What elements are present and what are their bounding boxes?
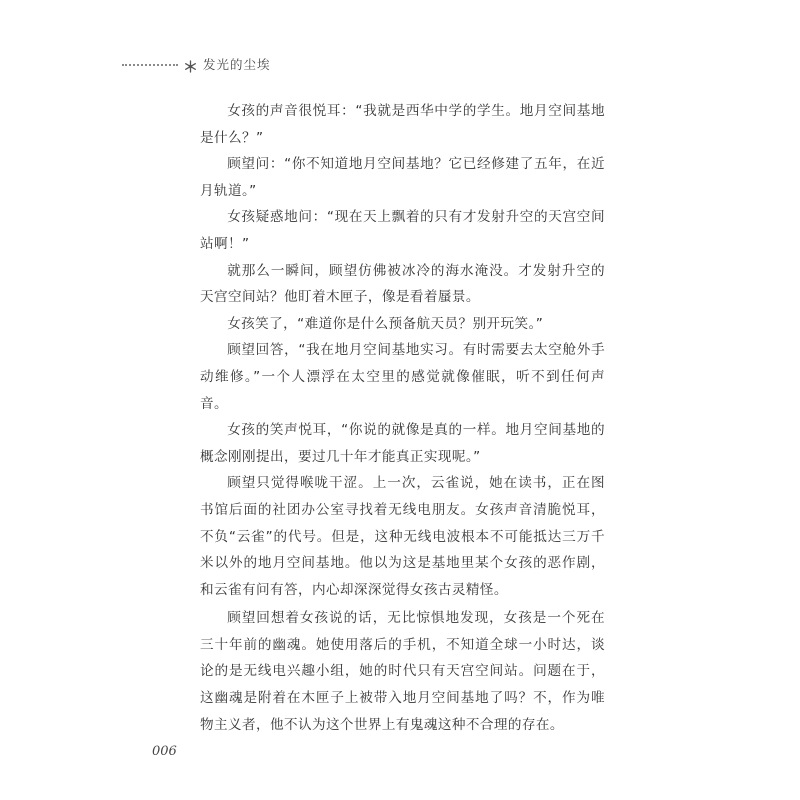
body-text: [200, 98, 605, 738]
paragraph: 女孩的声音很悦耳：“我就是西华中学的学生。地月空间基地是什么？”: [200, 103, 605, 146]
page-number: 006: [152, 744, 177, 759]
paragraph: 女孩的笑声悦耳，“你说的就像是真的一样。地月空间基地的概念刚刚提出，要过几十年才能真正实现呢。”: [200, 422, 605, 465]
paragraph: 女孩疑惑地问：“现在天上飘着的只有才发射升空的天宫空间站啊！”: [200, 209, 605, 252]
paragraph: 就那么一瞬间，顾望仿佛被冰冷的海水淹没。才发射升空的天宫空间站？他盯着木匣子，像是看着蜃景。: [200, 262, 605, 306]
header-book-title: 发光的尘埃: [203, 57, 271, 72]
paragraph: 顾望只觉得喉咙干涩。上一次，云雀说，她在读书，正在图书馆后面的社团办公室寻找着无线电朋友。女孩声音清脆悦耳，不负“云雀”的代号。但是，这种无线电波根本不可能抵达三万千米以外的地月空间基地。他以为这是基地里某个女孩的恶作剧，和云雀有问有答，内心却深深觉得女孩古灵精怪。: [200, 475, 605, 598]
paragraph: 顾望回想着女孩说的话，无比惊惧地发现，女孩是一个死在三十年前的幽魂。她使用落后的手机，不知道全球一小时达，谈论的是无线电兴趣小组，她的时代只有天宫空间站。问题在于，这幽魂是附着在木匣子上被带入地月空间基地了吗？不，作为唯物主义者，他不认为这个世界上有鬼魂这种不合理的存在。: [200, 610, 605, 733]
snowflake-icon: [184, 58, 197, 71]
running-header: [122, 54, 271, 74]
header-dotted-rule: [122, 64, 178, 66]
paragraph: 女孩笑了，“难道你是什么预备航天员？别开玩笑。”: [227, 315, 544, 332]
paragraph: 顾望回答，“我在地月空间基地实习。有时需要去太空舱外手动维修。”一个人漂浮在太空里的感觉就像催眠，听不到任何声音。: [200, 342, 605, 412]
paragraph: 顾望问：“你不知道地月空间基地？它已经修建了五年，在近月轨道。”: [200, 156, 605, 199]
